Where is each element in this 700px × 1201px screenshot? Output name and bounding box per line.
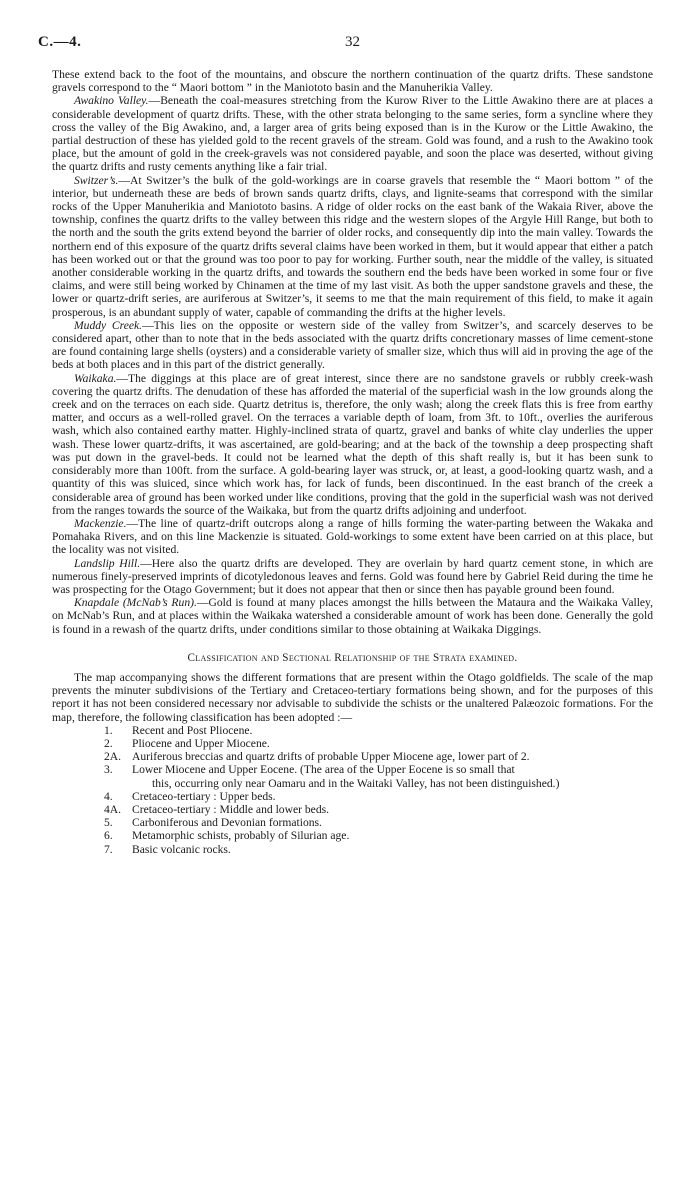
paragraph-heading: Knapdale (McNab’s Run). [74, 596, 197, 610]
paragraph-knapdale: Knapdale (McNab’s Run).—Gold is found at many places amongst the hills between the Mataura and the Waikaka Valley, on McNab’s Run, and at places within the Waikaka watershed a considerable amount of work has been done. Generally the gold is found in a rewash of the quartz drifts, under conditions similar to those obtaining at Waikaka Diggings. [52, 596, 653, 636]
list-item-number: 2A. [104, 750, 122, 764]
list-item-number: 5. [104, 816, 113, 830]
classification-list [52, 724, 653, 856]
page-number: 32 [345, 34, 360, 50]
list-item-number: 1. [104, 723, 113, 737]
paragraph-switzers: Switzer’s.—At Switzer’s the bulk of the gold-workings are in coarse gravels that resemble the “ Maori bottom ” of the interior, but underneath these are beds of brown sands quartz drifts, clays, and lignite-seams that correspond with the similar rocks of the Upper Manuherikia and Maniototo basins. A ridge of older rocks on the east bank of the Wakaia River, above the township, confines the quartz drifts to the valley between this ridge and the western slopes of the Argyle Hill Range, but both to the north and the south the grits extend beyond the barrier of older rocks, and consequently dip into the main valley. Towards the northern end of this exposure of the quartz drifts several claims have been worked in them, but it would appear that either a patch has been worked out or that the ground was too poor to pay for working. Further south, near the middle of the valley, is situated another considerable working in the quartz drifts, and towards the southern end the beds have been worked in some four or five claims, and were still being worked by Chinamen at the time of my last visit. As both the upper sandstone gravels and these, the lower or quartz-drift series, are auriferous at Switzer’s, it seems to me that the main requirement of this field, to make it again prosperous, is an abundant supply of water, capable of commanding the drifts at the higher levels. [52, 173, 653, 319]
list-item-number: 4A. [104, 802, 122, 816]
section-title: Classification and Sectional Relationship of the Strata examined. [187, 651, 518, 664]
paragraph-heading: Awakino Valley. [74, 94, 149, 108]
paragraph-heading: Switzer’s. [74, 173, 119, 187]
list-item-number: 7. [104, 842, 113, 856]
paragraph-heading: Landslip Hill. [74, 556, 141, 570]
list-item-number: 6. [104, 829, 113, 843]
paragraph-waikaka: Waikaka.—The diggings at this place are of great interest, since there are no sandstone gravels or rubbly creek-wash covering the quartz drifts. The denudation of these has afforded the material of the superficial wash in the low grounds along the creek and on the terraces on each side. Quartz detritus is, therefore, the only wash; along the creek flats this is free from earthy matter, and occurs as a well-rolled gravel. On the terraces a variable depth of loam, from 3ft. to 10ft., overlies the auriferous wash, which also contained earthy matter. Highly-inclined strata of quartz, gravel and banks of white clay underlies the upper wash. These lower quartz-drifts, it was ascertained, are gold-bearing; and at the back of the township a deep prospecting shaft was put down in the gravel-beds. It could not be learned what the depth of this shaft really is, but it has been sunk to considerably more than 100ft. from the surface. A gold-bearing layer was struck, or, at least, a good-looking quartz wash, and a quantity of this was sluiced, since which work has, for lack of funds, been discontinued. In the east branch of the creek a considerable area of ground has been worked under like conditions, proving that the gold in the superficial wash was not derived from the ranges towards the source of the Waikaka, but from the quartz drifts adjoining and underfoot. [52, 371, 653, 517]
list-item: 1. Recent and Post Pliocene. [104, 723, 253, 737]
paragraph-muddy-creek: Muddy Creek.—This lies on the opposite or western side of the valley from Switzer’s, and scarcely deserves to be considered apart, other than to note that in the beds associated with the quartz drifts concretionary masses of lime cement-stone are found containing large shells (oysters) and a considerable variety of smaller size, which thus will aid in proving the age of the beds at both places and in this part of the district generally. [52, 318, 653, 372]
list-item: 4A. Cretaceo-tertiary : Middle and lower beds. [104, 802, 330, 816]
paragraph-heading: Mackenzie. [74, 516, 127, 530]
paragraph-heading: Waikaka. [74, 371, 117, 385]
document-reference: C.—4. [38, 34, 82, 50]
list-item: 4. Cretaceo-tertiary : Upper beds. [104, 789, 276, 803]
list-item-number: 4. [104, 789, 113, 803]
list-item: 7. Basic volcanic rocks. [104, 842, 231, 856]
paragraph-landslip-hill: Landslip Hill.—Here also the quartz drifts are developed. They are overlain by hard quartz cement stone, in which are numerous finely-preserved imprints of dicotyledonous leaves and ferns. Gold was found here by Gabriel Reid during the time he was prospecting for the Otago Government; but it does not appear that then or since then has payable ground been found. [52, 556, 653, 596]
list-item: 6. Metamorphic schists, probably of Silurian age. [104, 829, 350, 843]
list-item-number: 3. [104, 763, 113, 777]
list-item: 5. Carboniferous and Devonian formations. [104, 816, 322, 830]
paragraph-mackenzie: Mackenzie.—The line of quartz-drift outcrops along a range of hills forming the water-parting between the Wakaka and Pomahaka Rivers, and on this line Mackenzie is situated. Gold-workings to some extent have been carried on at this place, but the locality was not visited. [52, 516, 653, 557]
paragraph-heading: Muddy Creek. [74, 318, 143, 332]
section-intro: The map accompanying shows the different formations that are present within the Otago goldfields. The scale of the map prevents the minuter subdivisions of the Tertiary and Cretaceo-tertiary formations being shown, and for the purposes of this report it has not been considered necessary nor advisable to subdivide the schists or the unaltered Palæozoic formations. For the map, therefore, the following classification has been adopted :— [52, 670, 653, 724]
paragraph-awakino: Awakino Valley.—Beneath the coal-measures stretching from the Kurow River to the Little Awakino there are at places a considerable development of quartz drifts. These, with the other strata belonging to the same series, form a syncline where they cross the valley of the Big Awakino, and, a larger area of grits being exposed than is in the Kurow or the Little Awakino, the partial destruction of these has yielded gold to the recent gravels of the stream. Gold was found, and a rush to the Awakino took place, but the amount of gold in the creek-gravels was not considered payable, and soon the place was deserted, without giving the quartz drifts and rusty cements anything like a fair trial. [52, 94, 653, 174]
list-item: 2A. Auriferous breccias and quartz drifts of probable Upper Miocene age, lower part of 2. [104, 750, 530, 764]
list-item: 2. Pliocene and Upper Miocene. [104, 736, 270, 750]
paragraph-intro: These extend back to the foot of the mountains, and obscure the northern continuation of the quartz drifts. These sandstone gravels correspond to the “ Maori bottom ” in the Maniototo basin and the Manuherikia Valley. [52, 68, 653, 95]
page-header [38, 34, 653, 68]
list-item-number: 2. [104, 736, 113, 750]
list-item-continuation: this, occurring only near Oamaru and in the Waitaki Valley, has not been distinguished.) [152, 776, 560, 790]
list-item: 3. Lower Miocene and Upper Eocene. (The area of the Upper Eocene is so small that this, occurring only near Oamaru and in the Waitaki Valley, has not been distinguished.) [52, 763, 653, 789]
